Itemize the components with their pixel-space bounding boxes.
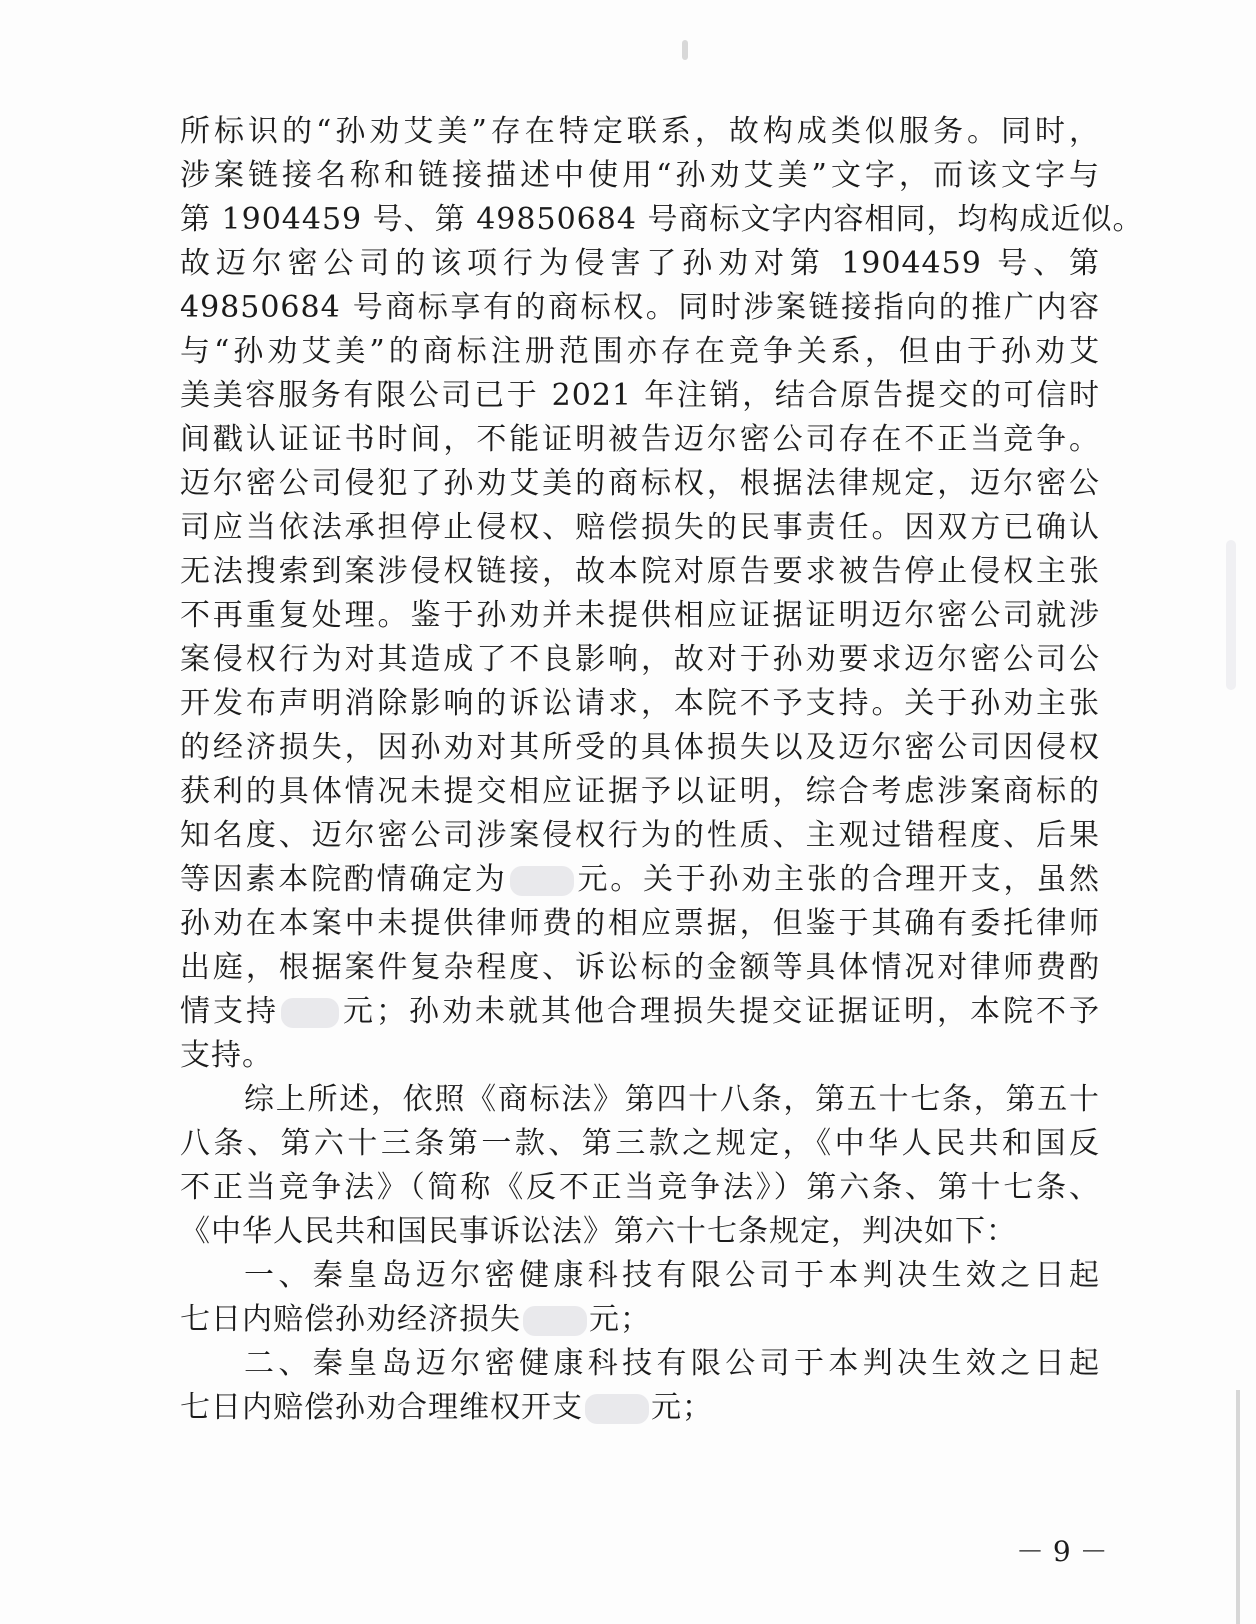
scan-artifact — [1236, 1390, 1240, 1624]
text-segment: 情支持 — [180, 994, 279, 1029]
scan-artifact — [682, 40, 688, 60]
text-line: 所标识的“孙劝艾美”存在特定联系，故构成类似服务。同时， — [180, 114, 1100, 149]
text-line: 开发布声明消除影响的诉讼请求，本院不予支持。关于孙劝主张 — [180, 686, 1100, 721]
judgment-item-1-cont — [180, 1298, 1100, 1342]
text-line: 不再重复处理。鉴于孙劝并未提供相应证据证明迈尔密公司就涉 — [180, 598, 1100, 633]
text-line: 司应当依法承担停止侵权、赔偿损失的民事责任。因双方已确认 — [180, 510, 1100, 545]
text-line: 知名度、迈尔密公司涉案侵权行为的性质、主观过错程度、后果 — [180, 818, 1100, 853]
judgment-body — [180, 110, 1144, 1430]
text-line: 迈尔密公司侵犯了孙劝艾美的商标权，根据法律规定，迈尔密公 — [180, 466, 1100, 501]
text-line: 综上所述，依照《商标法》第四十八条，第五十七条，第五十 — [244, 1082, 1100, 1117]
text-line: 案侵权行为对其造成了不良影响，故对于孙劝要求迈尔密公司公 — [180, 642, 1100, 677]
text-segment: 等因素本院酌情确定为 — [180, 862, 508, 897]
judgment-item-1: 一、秦皇岛迈尔密健康科技有限公司于本判决生效之日起 — [244, 1258, 1100, 1293]
text-line: 《中华人民共和国民事诉讼法》第六十七条规定，判决如下： — [180, 1214, 1017, 1249]
judgment-item-2: 二、秦皇岛迈尔密健康科技有限公司于本判决生效之日起 — [244, 1346, 1100, 1381]
text-line: 与“孙劝艾美”的商标注册范围亦存在竞争关系，但由于孙劝艾 — [180, 334, 1100, 369]
text-line-economic-loss — [180, 858, 1100, 902]
redacted-amount — [281, 998, 339, 1028]
text-line: 49850684 号商标享有的商标权。同时涉案链接指向的推广内容 — [180, 290, 1100, 325]
text-segment: 元。关于孙劝主张的合理开支，虽然 — [575, 862, 1101, 897]
text-segment: 七日内赔偿孙劝合理维权开支 — [180, 1390, 583, 1425]
text-line: 故迈尔密公司的该项行为侵害了孙劝对第 1904459 号、第 — [180, 246, 1100, 281]
text-segment: 七日内赔偿孙劝经济损失 — [180, 1302, 521, 1337]
redacted-amount — [523, 1306, 587, 1336]
scan-artifact — [1226, 540, 1236, 690]
text-line: 八条、第六十三条第一款、第三款之规定，《中华人民共和国反 — [180, 1126, 1100, 1161]
text-line: 孙劝在本案中未提供律师费的相应票据，但鉴于其确有委托律师 — [180, 906, 1100, 941]
text-line-lawyer-fee — [180, 990, 1100, 1034]
text-segment: 元；孙劝未就其他合理损失提交证据证明，本院不予 — [341, 994, 1100, 1029]
text-line: 不正当竞争法》（简称《反不正当竞争法》）第六条、第十七条、 — [180, 1170, 1100, 1205]
redacted-amount — [585, 1394, 649, 1424]
text-line: 第 1904459 号、第 49850684 号商标文字内容相同，均构成近似。 — [180, 202, 1144, 237]
text-line: 出庭，根据案件复杂程度、诉讼标的金额等具体情况对律师费酌 — [180, 950, 1100, 985]
text-line: 涉案链接名称和链接描述中使用“孙劝艾美”文字，而该文字与 — [180, 158, 1100, 193]
text-line: 间戳认证证书时间，不能证明被告迈尔密公司存在不正当竞争。 — [180, 422, 1100, 457]
text-line: 支持。 — [180, 1038, 273, 1073]
text-segment: 元； — [651, 1390, 713, 1425]
text-line: 美美容服务有限公司已于 2021 年注销，结合原告提交的可信时 — [180, 378, 1100, 413]
text-line: 无法搜索到案涉侵权链接，故本院对原告要求被告停止侵权主张 — [180, 554, 1100, 589]
text-segment: 元； — [589, 1302, 651, 1337]
redacted-amount — [510, 866, 574, 896]
text-line: 的经济损失，因孙劝对其所受的具体损失以及迈尔密公司因侵权 — [180, 730, 1100, 765]
page-number: － 9 － — [1016, 1535, 1108, 1568]
text-line: 获利的具体情况未提交相应证据予以证明，综合考虑涉案商标的 — [180, 774, 1100, 809]
judgment-item-2-cont — [180, 1386, 1100, 1430]
